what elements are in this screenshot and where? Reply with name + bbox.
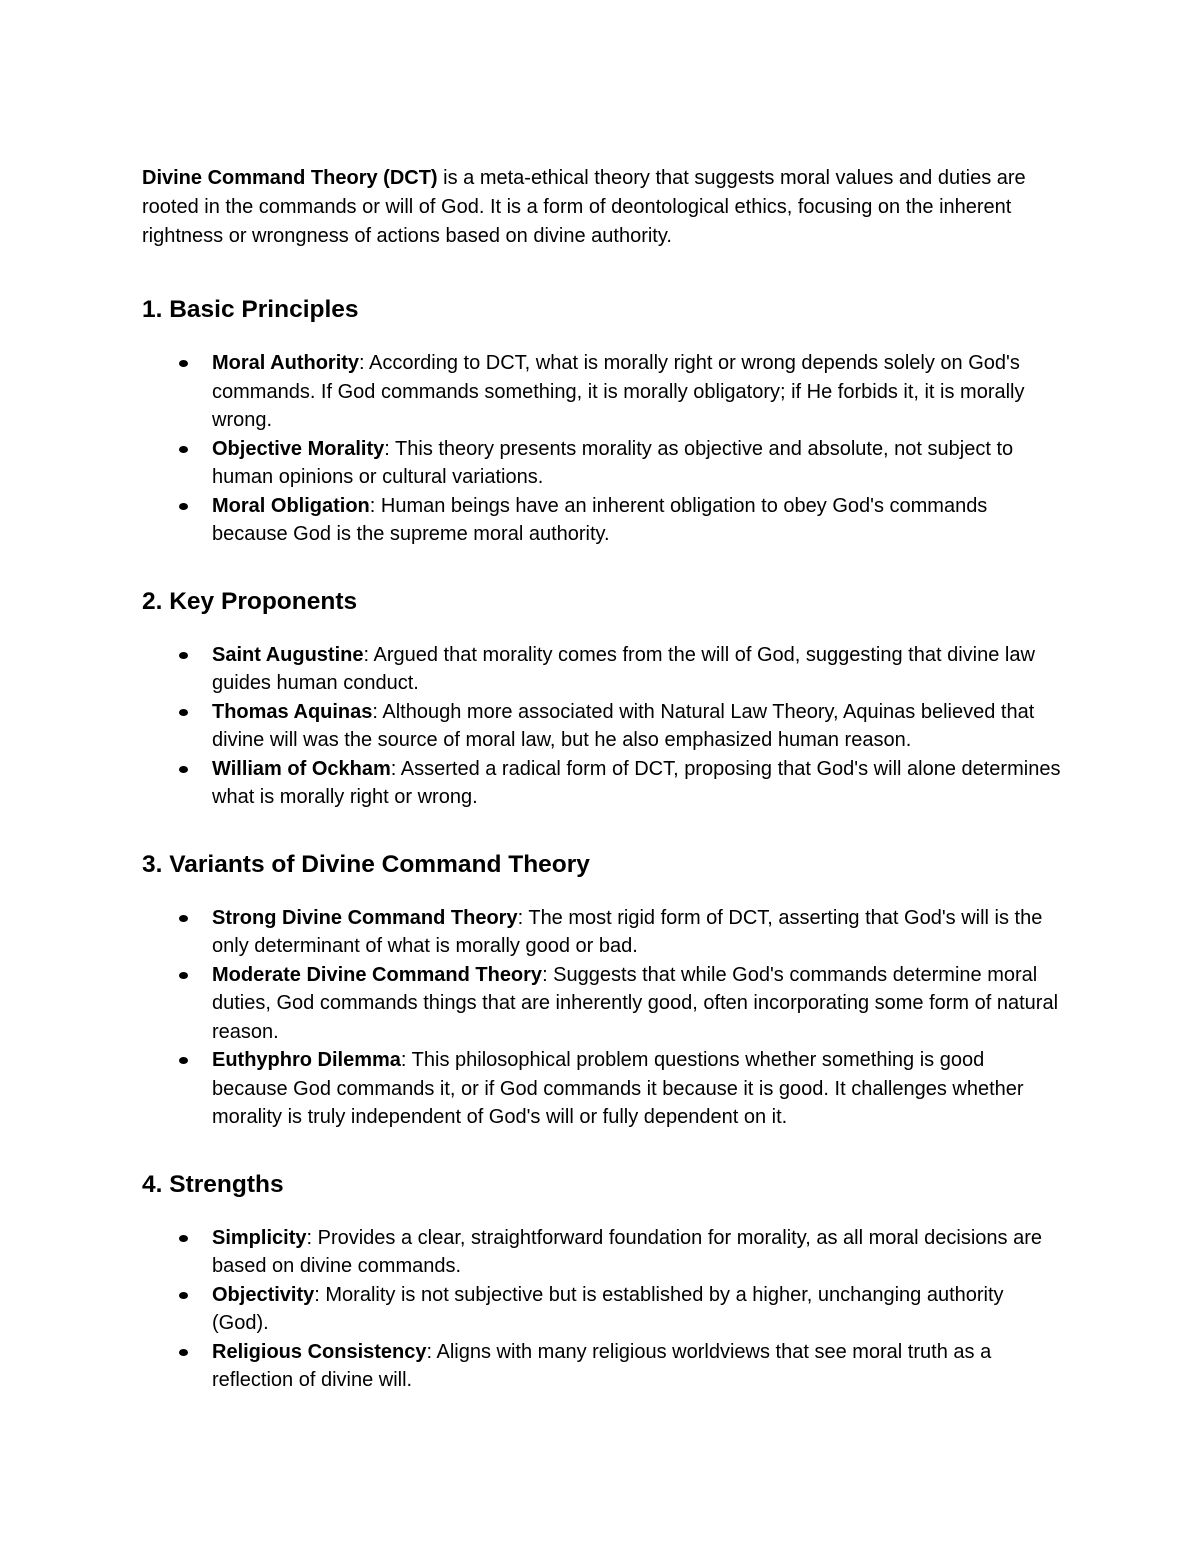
list-item (142, 492, 1062, 549)
item-term: Simplicity (212, 1226, 307, 1249)
item-term: Saint Augustine (212, 643, 364, 666)
item-term: Moral Obligation (212, 494, 370, 517)
intro-term: Divine Command Theory (DCT) (142, 167, 438, 189)
bullet-icon (179, 1349, 188, 1356)
section-basic-principles (142, 295, 1062, 549)
list-item (142, 349, 1062, 435)
list-item (142, 961, 1062, 1047)
item-text: : Aligns with many religious worldviews that see moral truth as a reflection of divine will. (212, 1340, 992, 1391)
intro-text: is a meta-ethical theory that suggests moral values and duties are rooted in the commands or will of God. It is a form of deontological ethics, focusing on the inherent rightness or wrongness of actions based on divine authority. (142, 167, 1026, 247)
item-text: : Morality is not subjective but is established by a higher, unchanging authority (God). (212, 1283, 1004, 1334)
section-strengths (142, 1170, 1062, 1395)
item-text: : According to DCT, what is morally right or wrong depends solely on God's commands. If God commands something, it is morally obligatory; if He forbids it, it is morally wrong. (212, 352, 1025, 431)
item-text: : Human beings have an inherent obligation to obey God's commands because God is the supreme moral authority. (212, 494, 988, 545)
section-variants (142, 850, 1062, 1132)
bullet-list (142, 1224, 1062, 1395)
item-term: Strong Divine Command Theory (212, 906, 518, 929)
item-term: Euthyphro Dilemma (212, 1049, 401, 1071)
item-term: Moral Authority (212, 352, 360, 374)
bullet-list (142, 349, 1062, 549)
list-item (142, 1224, 1062, 1281)
intro-paragraph (142, 164, 1062, 251)
item-term: William of Ockham (212, 757, 391, 780)
item-text: : Suggests that while God's commands determine moral duties, God commands things that are inherently good, often incorporating some form of natural reason. (212, 963, 1059, 1043)
item-term: Objectivity (212, 1283, 315, 1306)
item-term: Moderate Divine Command Theory (212, 963, 543, 986)
section-key-proponents (142, 587, 1062, 812)
section-title: 3. Variants of Divine Command Theory (142, 850, 590, 878)
document-page (142, 164, 1062, 1395)
item-text: : Provides a clear, straightforward foundation for morality, as all moral decisions are based on divine commands. (212, 1226, 1043, 1277)
bullet-list (142, 641, 1062, 812)
bullet-list (142, 904, 1062, 1132)
bullet-icon (179, 446, 188, 453)
bullet-icon (179, 1057, 188, 1064)
list-item (142, 1281, 1062, 1338)
item-text: : The most rigid form of DCT, asserting that God's will is the only determinant of what is morally good or bad. (212, 906, 1043, 957)
list-item (142, 435, 1062, 492)
item-term: Religious Consistency (212, 1340, 427, 1363)
bullet-icon (179, 1235, 188, 1242)
list-item (142, 904, 1062, 961)
bullet-icon (179, 652, 188, 659)
list-item (142, 698, 1062, 755)
item-text: : Although more associated with Natural Law Theory, Aquinas believed that divine will was the source of moral law, but he also emphasized human reason. (212, 700, 1035, 751)
item-text: : This philosophical problem questions whether something is good because God commands it, or if God commands it because it is good. It challenges whether morality is truly independent of God's will or fully dependent on it. (212, 1049, 1024, 1128)
bullet-icon (179, 360, 188, 367)
section-title: 1. Basic Principles (142, 296, 359, 323)
item-term: Thomas Aquinas (212, 700, 373, 723)
bullet-icon (179, 972, 188, 979)
bullet-icon (179, 766, 188, 773)
list-item (142, 1046, 1062, 1132)
list-item (142, 641, 1062, 698)
bullet-icon (179, 1292, 188, 1299)
section-title: 4. Strengths (142, 1170, 284, 1198)
item-text: : Asserted a radical form of DCT, proposing that God's will alone determines what is morally right or wrong. (212, 757, 1061, 808)
bullet-icon (179, 915, 188, 922)
bullet-icon (179, 709, 188, 716)
list-item (142, 755, 1062, 812)
list-item (142, 1338, 1062, 1395)
item-text: : This theory presents morality as objective and absolute, not subject to human opinions or cultural variations. (212, 437, 1014, 488)
section-title: 2. Key Proponents (142, 587, 358, 615)
item-term: Objective Morality (212, 437, 385, 460)
bullet-icon (179, 503, 188, 510)
item-text: : Argued that morality comes from the will of God, suggesting that divine law guides human conduct. (212, 643, 1035, 694)
